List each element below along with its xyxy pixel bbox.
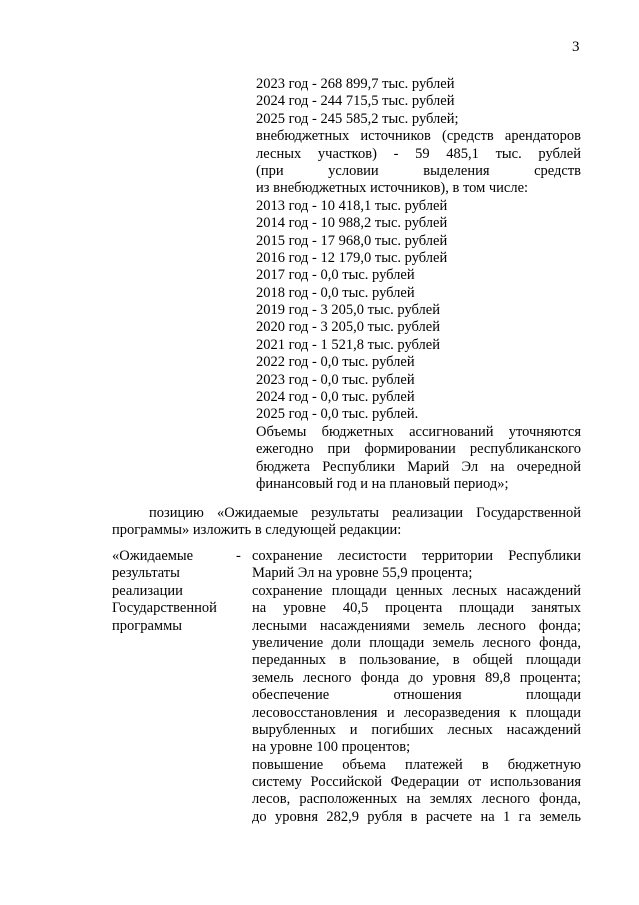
content-line: увеличение доли площади земель лесного фонда, [252,634,581,651]
funding-line: 2025 год - 0,0 тыс. рублей. [256,406,419,423]
label-line: программы [112,617,182,634]
content-line: переданных в пользование, в общей площади [252,652,581,669]
funding-line: из внебюджетных источников), в том числе: [256,180,529,197]
content-line: лесными насаждениями земель лесного фонда; [252,617,581,634]
label-line: результаты [112,565,180,582]
results-content [252,548,581,826]
funding-line: 2022 год - 0,0 тыс. рублей [256,354,415,371]
funding-line: 2021 год - 1 521,8 тыс. рублей [256,336,440,353]
funding-line: 2018 год - 0,0 тыс. рублей [256,284,415,301]
funding-line: (при условии выделения средств [256,162,581,179]
content-line: обеспечение отношения площади [252,687,581,704]
content-line: систему Российской Федерации от использования [252,774,581,791]
content-line: сохранение площади ценных лесных насаждений [252,582,581,599]
funding-line: 2023 год - 0,0 тыс. рублей [256,371,415,388]
funding-line: внебюджетных источников (средств арендаторов [256,128,581,145]
funding-line: 2017 год - 0,0 тыс. рублей [256,267,415,284]
label-line: Государственной [112,600,217,617]
funding-line: 2014 год - 10 988,2 тыс. рублей [256,215,448,232]
content-line: на уровне 100 процентов; [252,739,411,756]
page-number: 3 [572,39,580,55]
content-line: сохранение лесистости территории Республики [252,548,581,564]
funding-line: ежегодно при формировании республиканского [256,441,581,458]
content-line: лесов, расположенных на землях лесного фонда, [252,791,581,808]
funding-line: 2016 год - 12 179,0 тыс. рублей [256,249,448,266]
content-line: на уровне 40,5 процента площади занятых [252,600,581,617]
funding-line: 2013 год - 10 418,1 тыс. рублей [256,197,448,214]
funding-line: 2024 год - 0,0 тыс. рублей [256,389,415,406]
content-line: Марий Эл на уровне 55,9 процента; [252,565,473,582]
funding-line: 2023 год - 268 899,7 тыс. рублей [256,76,455,92]
funding-block [256,76,581,493]
funding-line: 2025 год - 245 585,2 тыс. рублей; [256,110,459,127]
content-line: до уровня 282,9 рубля в расчете на 1 га земель [252,808,581,825]
label-dash: - [236,548,241,564]
instruction-line: позицию «Ожидаемые результаты реализации Государственной [149,505,581,521]
instruction-line: программы» изложить в следующей редакции: [112,522,402,539]
funding-line: 2024 год - 244 715,5 тыс. рублей [256,93,455,110]
instruction-paragraph [112,505,581,540]
funding-line: Объемы бюджетных ассигнований уточняются [256,423,581,440]
content-line: земель лесного фонда до уровня 89,8 процента; [252,669,581,686]
content-line: лесовосстановления и лесоразведения к площади [252,704,581,721]
funding-line: 2020 год - 3 205,0 тыс. рублей [256,319,440,336]
funding-line: бюджета Республики Марий Эл на очередной [256,458,581,475]
funding-line: 2019 год - 3 205,0 тыс. рублей [256,302,440,319]
content-line: вырубленных и погибших лесных насаждений [252,721,581,738]
funding-line: лесных участков) - 59 485,1 тыс. рублей [256,145,581,162]
funding-line: 2015 год - 17 968,0 тыс. рублей [256,232,448,249]
label-line: «Ожидаемые [112,548,194,564]
results-label [112,548,232,635]
funding-line: финансовый год и на плановый период»; [256,475,509,492]
content-line: повышение объема платежей в бюджетную [252,756,581,773]
label-line: реализации [112,582,183,599]
